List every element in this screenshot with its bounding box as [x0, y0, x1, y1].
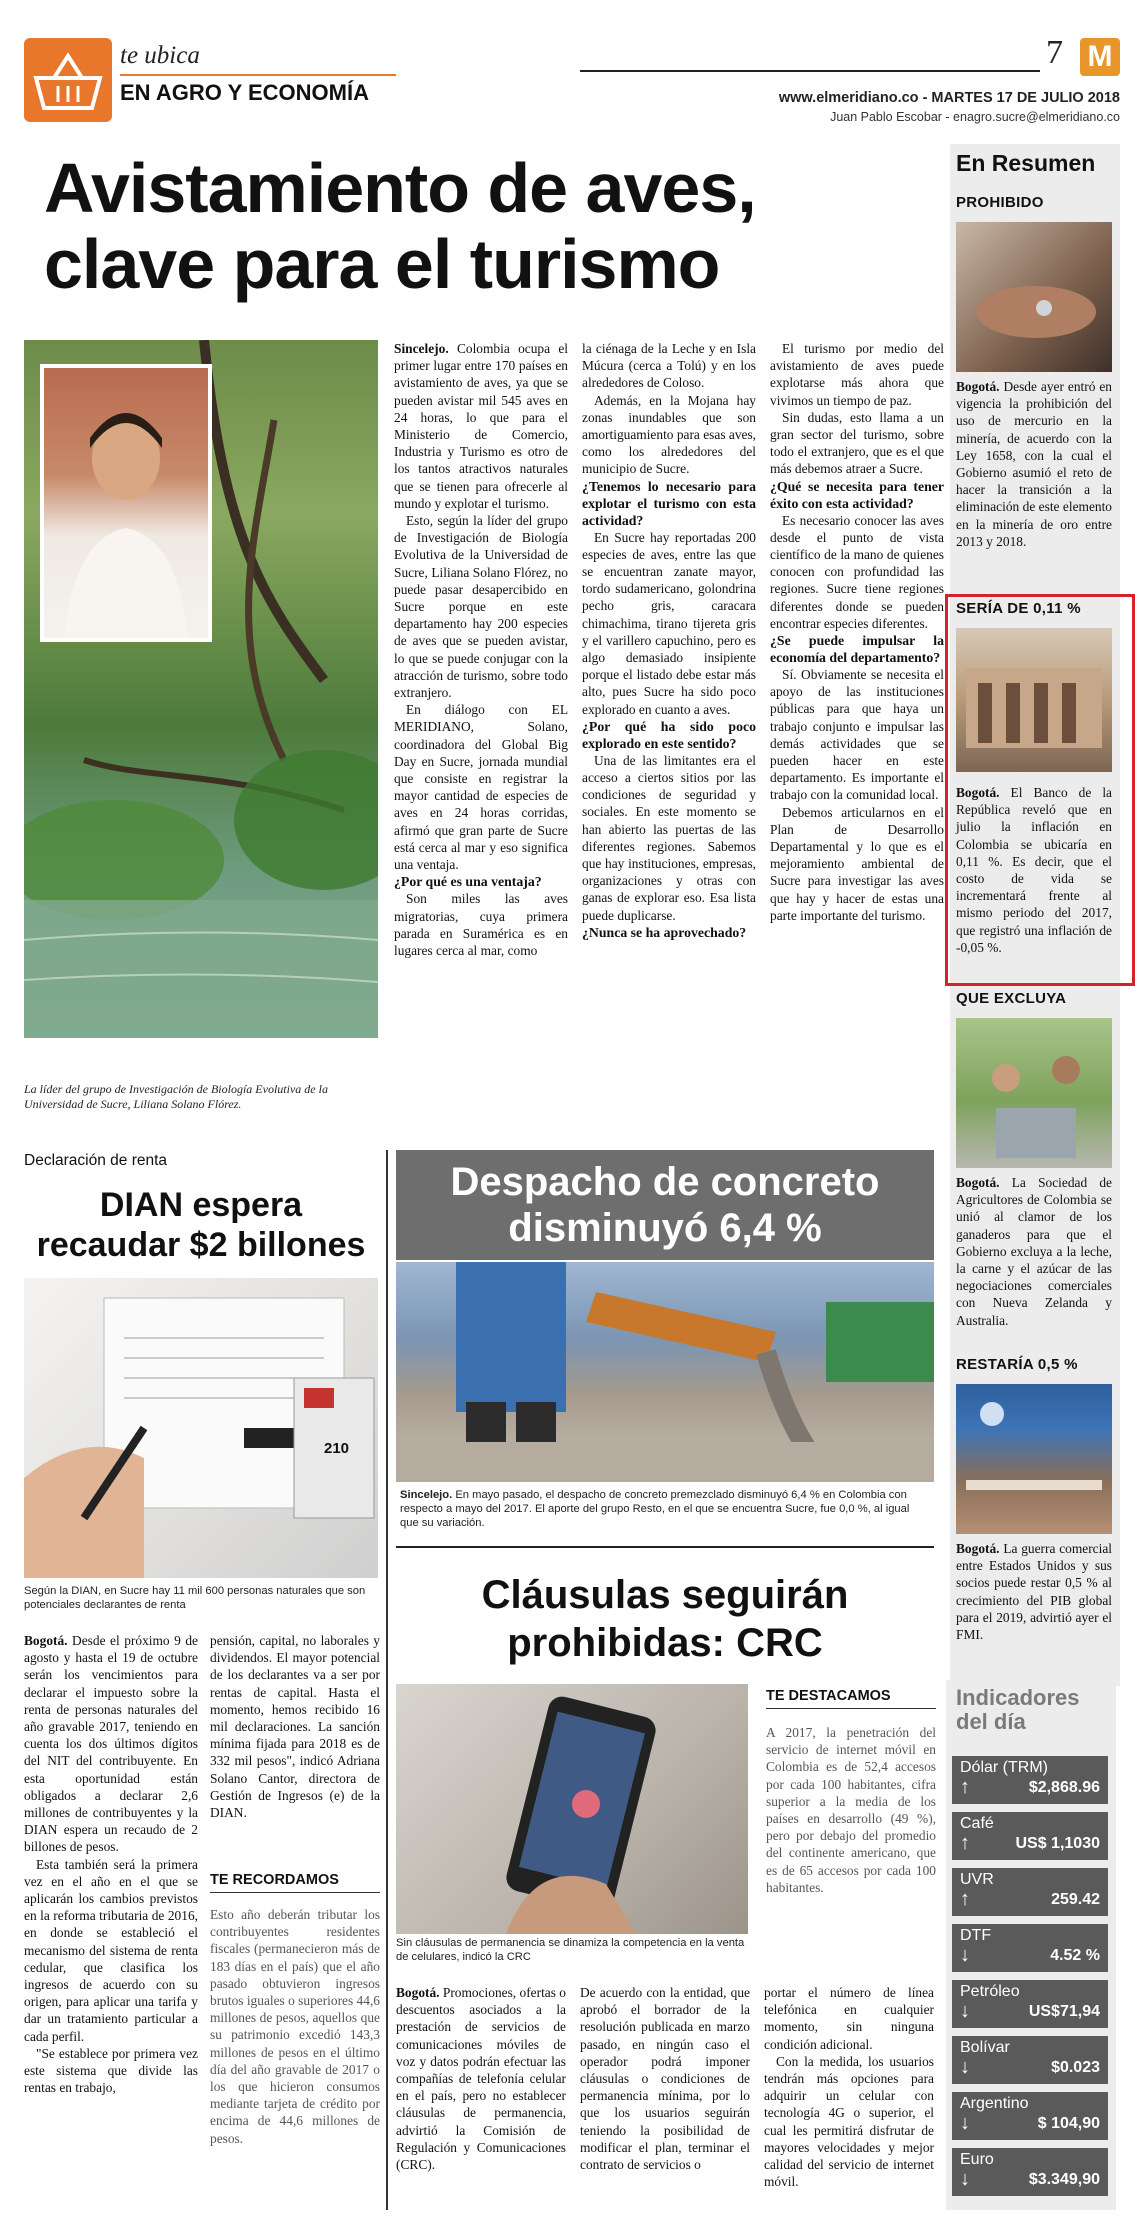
te-recordamos-rule [210, 1892, 380, 1893]
indicator-euro [952, 2148, 1108, 2196]
arrow-up-icon: ↑ [960, 1832, 970, 1854]
crc-photo-caption: Sin cláusulas de permanencia se dinamiza la competencia en la venta de celulares, indicó la CRC [396, 1937, 745, 1963]
te-recordamos-text: Esto año deberán tributar los contribuyentes residentes fiscales (permanecieron más de 183 días en el país) que el año pasado obtuvieron ingresos brutos iguales o superiores 44,6 millones de pesos, aquellos que su patrimonio excedió 143,3 millones de pesos en el último día del año gravable de 2017 o los que hicieron consumos mediante tarjeta de crédito por encima de 44,6 millones de pesos. [210, 1907, 380, 2146]
section-logo-icon [24, 38, 112, 122]
indicator-label: UVR [960, 1871, 994, 1888]
crc-paragraph: portar el número de línea telefónica en cualquier momento, sin ninguna condición adicional. [764, 1985, 934, 2052]
indicator-label: DTF [960, 1927, 992, 1944]
main-story-question: ¿Se puede impulsar la economía del departamento? [770, 633, 944, 666]
concreto-caption-text: En mayo pasado, el despacho de concreto premezclado disminuyó 6,4 % en Colombia con respecto a mayo del 2017. El aporte del grupo Resto, en el que se encuentra Sucre, fue 0,0 %, al igual que su variación. [400, 1489, 910, 1529]
crc-paragraph: Bogotá. Promociones, ofertas o descuentos asociados a la prestación de servicios de comunicaciones móviles de voz y datos podrán efectuar las compañías de telefonía celular en el país, pero no establecer cláusulas de permanencia, advirtió la Comisión de Regulación y Comunicaciones (CRC). [396, 1985, 566, 2173]
indicator-petr-leo [952, 1980, 1108, 2028]
section-kicker: te ubica [120, 42, 200, 69]
main-story-col-2 [582, 340, 756, 941]
site-date: www.elmeridiano.co - MARTES 17 DE JULIO 2018 [778, 90, 1120, 106]
main-story-col-3 [770, 340, 944, 924]
page-number: 7 [1046, 34, 1063, 71]
dian-paragraph: Esta también será la primera vez en el año en el que se aplicarán los cambios previstos en la reforma tributaria de 2016, en donde se estableció el mecanismo del sistema de renta cedular, que clasifica los ingresos de acuerdo con su origen, para aplicar una tarifa y dar un tratamiento particular a cada perfil. [24, 1856, 198, 2044]
form-number: 210 [324, 1440, 350, 1457]
arrow-down-icon: ↓ [960, 1944, 970, 1966]
main-story-question: ¿Por qué ha sido poco explorado en este sentido? [582, 718, 756, 751]
main-story-paragraph: Sin dudas, esto llama a un gran sector del turismo, sobre todo el extranjero, que es el que más debemos atraer a Sucre. [770, 409, 944, 477]
crc-col-3 [764, 1984, 934, 2190]
sidebar-item-3-paragraph: Bogotá. La Sociedad de Agricultores de Colombia se unió al clamor de los ganaderos para que el Gobierno excluya a la leche, la carne y el azúcar de las negociaciones comerciales con Nueva Zelanda y Australia. [956, 1175, 1112, 1328]
crc-paragraph: De acuerdo con la entidad, que aprobó el borrador de la resolución publicada en marzo pasado, en ningún caso el operador podrá imponer cláusulas o condiciones de permanencia mínima, por lo que los usuarios seguirán teniendo la posibilidad de modificar el plan, terminar el contrato de servicios o [580, 1985, 750, 2173]
dian-paragraph: "Se establece por primera vez este sistema que divide las rentas en trabajo, [24, 2045, 198, 2096]
main-story-question: ¿Tenemos lo necesario para explotar el turismo con esta actividad? [582, 478, 756, 528]
dian-paragraph: pensión, capital, no laborales y dividendos. El mayor potencial de los declarantes va a ser por rentas de capital. Hasta el momento, hemos recibido 16 mil declaraciones. La sanción mínima fijada para 2018 es de 332 mil pesos", indicó Adriana Solano Cantor, directora de Gestión de Ingresos (e) de la DIAN. [210, 1633, 380, 1821]
dian-col-1 [24, 1632, 198, 2096]
sidebar-item-1-label: PROHIBIDO [956, 194, 1044, 211]
sidebar-item-2-dateline: Bogotá. [956, 785, 1000, 800]
imf-meeting-photo [956, 1384, 1112, 1534]
smartphone-photo [396, 1684, 748, 1934]
concreto-headline-2: disminuyó 6,4 % [508, 1206, 822, 1250]
main-story-paragraph: Además, en la Mojana hay zonas inundables que son amortiguamiento para esas aves, como los alrededores del municipio de Sucre. [582, 392, 757, 477]
sidebar-item-4-dateline: Bogotá. [956, 1541, 1000, 1556]
crc-headline-1: Cláusulas seguirán [481, 1573, 849, 1617]
section-divider [120, 74, 396, 76]
crc-col-2 [580, 1984, 750, 2173]
main-story-question: ¿Nunca se ha aprovechado? [582, 924, 747, 940]
dian-divider-vertical [386, 1150, 388, 2210]
dian-photo-caption: Según la DIAN, en Sucre hay 11 mil 600 personas naturales que son potenciales declarantes de renta [24, 1585, 366, 1611]
indicator-uvr [952, 1868, 1108, 1916]
indicator-label: Euro [960, 2151, 994, 2168]
concreto-headline-1: Despacho de concreto [450, 1160, 880, 1204]
main-story-paragraph: Sincelejo. Colombia ocupa el primer lugar entre 170 países en avistamiento de aves, ya que se pueden avistar mil 545 aves en 24 horas, lo que para el Ministerio de Comercio, Industria y Turismo es otro de los tantos atractivos naturales que se tienen para ofrecerle al mundo y explotar el turismo. [394, 341, 568, 511]
te-destacamos-text: A 2017, la penetración del servicio de internet móvil en Colombia es de 52,4 accesos por cada 100 habitantes, cifra superior a la media de los países en desarrollo (49 %), pero por debajo del promedio del continente americano, que es de 65 accesos por cada 100 habitantes. [766, 1725, 936, 1895]
sidebar-item-4-paragraph: Bogotá. La guerra comercial entre Estados Unidos y sus socios puede restar 0,5 % al crecimiento del PIB global para el 2019, advirtió ayer el FMI. [956, 1541, 1112, 1643]
header-rule [580, 70, 1040, 72]
crc-col-1 [396, 1984, 566, 2173]
sidebar-item-2-text [956, 784, 1112, 956]
sidebar-item-1-text [956, 378, 1112, 550]
main-photo-caption: La líder del grupo de Investigación de Biología Evolutiva de la Universidad de Sucre, Liliana Solano Flórez. [24, 1082, 328, 1111]
indicator-label: Petróleo [960, 1983, 1020, 2000]
mercury-hand-photo [956, 222, 1112, 372]
indicator-value: $2,868.96 [1028, 1779, 1100, 1796]
concreto-bottom-rule [396, 1546, 934, 1548]
dian-headline-1: DIAN espera [99, 1186, 303, 1224]
main-story-dateline: Sincelejo. [394, 341, 449, 356]
main-story-paragraph: Es necesario conocer las aves desde el punto de vista científico de la mano de quienes conocen con profundidad las regiones. Sucre tiene regiones diferentes donde se pueden encontrar especies diferentes. [770, 512, 944, 631]
sidebar-item-3-label: QUE EXCLUYA [956, 990, 1067, 1007]
main-headline-line-1: Avistamiento de aves, [44, 149, 756, 227]
dian-headline-2: recaudar $2 billones [36, 1226, 366, 1264]
main-story-col-1 [394, 340, 568, 959]
indicator-value: $0.023 [1051, 2059, 1100, 2076]
central-bank-building-photo [956, 628, 1112, 772]
indicator-value: $3.349,90 [1028, 2171, 1100, 2188]
section-title: EN AGRO Y ECONOMÍA [120, 80, 369, 105]
main-story-paragraph: Son miles las aves migratorias, cuya primera parada en Suramérica es en lugares cerca al mar, como [394, 891, 568, 958]
te-destacamos-rule [766, 1708, 936, 1709]
sidebar-item-4-label: RESTARÍA 0,5 % [956, 1356, 1078, 1373]
indicators-title: Indicadores del día [956, 1685, 1080, 1734]
concreto-caption [400, 1488, 930, 1530]
main-story-paragraph: El turismo por medio del avistamiento de aves puede explotarse más ahora que vivimos un tiempo de paz. [770, 341, 944, 408]
concrete-pour-photo [396, 1262, 934, 1482]
te-recordamos-title: TE RECORDAMOS [210, 1872, 339, 1888]
dian-col-2 [210, 1632, 380, 1821]
indicator-label: Café [960, 1815, 994, 1832]
main-story-paragraph: Sí. Obviamente se necesita el apoyo de las instituciones públicas para que haya un trabajo conjunto e impulsar las demás actividades que se pueden hacer en este departamento. Es importante el trabajo con la comunidad local. [770, 667, 944, 803]
indicator-label: Dólar (TRM) [960, 1759, 1048, 1776]
indicator-argentino [952, 2092, 1108, 2140]
concreto-caption-lead: Sincelejo. [400, 1489, 453, 1501]
main-story-paragraph: Debemos articularnos en el Plan de Desarrollo Departamental y lo que es el mejoramiento ambiental de Sucre para investigar las aves que hay y hacer de estas una parte importante del turismo. [770, 804, 944, 923]
main-story-paragraph: En Sucre hay reportadas 200 especies de aves, entre las que se encuentran zanate mayor, tordo sudamericano, golondrina pecho gris, caracara chimachima, tirano tijereta gris y el varillero capuchino, pero es algo demasiado insipiente porque el listado debe estar más alto, pues Sucre ha sido poco explorado en cuanto a aves. [582, 529, 756, 717]
arrow-up-icon: ↑ [960, 1776, 970, 1798]
indicator-d-lar-trm [952, 1756, 1108, 1804]
indicator-value: $ 104,90 [1037, 2115, 1100, 2132]
sidebar-item-1-dateline: Bogotá. [956, 379, 1000, 394]
crc-headline-2: prohibidas: CRC [507, 1621, 823, 1665]
arrow-down-icon: ↓ [960, 2000, 970, 2022]
sidebar-item-3-dateline: Bogotá. [956, 1175, 1000, 1190]
sidebar-item-3-text [956, 1174, 1112, 1329]
sidebar-title: En Resumen [956, 150, 1096, 176]
main-story-paragraph: Esto, según la líder del grupo de Investigación de Biología Evolutiva de la Universidad de Sucre, Liliana Solano Flórez, no puede pasar desapercibido en Sucre porque en este departamento hay 200 especies de aves que se pueden avistar, lo que se puede conjugar con la atracción de turismo, sobre todo extranjero. [394, 513, 568, 701]
indicator-value: US$ 1,1030 [1015, 1835, 1100, 1852]
main-story-paragraph: la ciénaga de la Leche y en Isla Múcura (cerca a Tolú) y en los alrededores de Coloso. [582, 341, 756, 391]
arrow-up-icon: ↑ [960, 1888, 970, 1910]
brand-logo: M [1080, 38, 1120, 76]
main-story-paragraph: En diálogo con EL MERIDIANO, Solano, coordinadora del Global Big Day en Sucre, jornada mundial que consiste en registrar la mayor cantidad de especies de aves en 24 horas corridas, afirmó que gran parte de Sucre está cerca al mar y eso significa una ventaja. [394, 702, 568, 873]
sidebar-item-1-paragraph: Bogotá. Desde ayer entró en vigencia la prohibición del uso de mercurio en la minería, de acuerdo con la Ley 1658, con la cual el Gobierno asumió el reto de hacer la transición a la eliminación de este elemento en la minería de oro entre 2013 y 2018. [956, 379, 1112, 549]
indicator-label: Argentino [960, 2095, 1029, 2112]
main-story-paragraph: Una de las limitantes era el acceso a ciertos sitios por las condiciones de seguridad y sociales. En este momento se han abierto las puertas de las diferentes regiones. Sabemos que hay instituciones, empresas, organizaciones y otras con ganas de explorar eso. Esa lista puede duplicarse. [582, 752, 756, 923]
main-story-question: ¿Por qué es una ventaja? [394, 874, 542, 890]
author-line: Juan Pablo Escobar - enagro.sucre@elmeridiano.co [830, 110, 1120, 124]
indicator-value: 259.42 [1051, 1891, 1100, 1908]
arrow-down-icon: ↓ [960, 2168, 970, 2190]
sidebar-item-2-label: SERÍA DE 0,11 % [956, 600, 1081, 617]
crc-paragraph: Con la medida, los usuarios tendrán más opciones para adquirir un celular con tecnología 4G o superior, el cual les permitirá disfrutar de mayores velocidades y mejor calidad del servicio de internet móvil. [764, 2053, 934, 2190]
indicator-caf [952, 1812, 1108, 1860]
indicator-bol-var [952, 2036, 1108, 2084]
crc-dateline: Bogotá. [396, 1985, 440, 2000]
indicator-value: US$71,94 [1028, 2003, 1100, 2020]
sidebar-item-4-text [956, 1540, 1112, 1643]
indicator-label: Bolívar [960, 2039, 1010, 2056]
main-story-question: ¿Qué se necesita para tener éxito con esta actividad? [770, 478, 944, 511]
dian-paragraph: Bogotá. Desde el próximo 9 de agosto y hasta el 19 de octubre serán los vencimientos para declarar el impuesto sobre la renta de personas naturales del año gravable 2017, teniendo en cuenta los dos últimos dígitos del NIT del contribuyente. En esta oportunidad están obligados a declarar 2,6 millones de contribuyentes y la DIAN espera un recaudo de 2 billones de pesos. [24, 1633, 198, 1855]
farmers-milk-photo [956, 1018, 1112, 1168]
dian-kicker: Declaración de renta [24, 1152, 168, 1169]
main-headline-line-2: clave para el turismo [44, 225, 720, 303]
arrow-down-icon: ↓ [960, 2112, 970, 2134]
portrait-photo [40, 364, 212, 642]
indicator-value: 4.52 % [1050, 1947, 1100, 1964]
arrow-down-icon: ↓ [960, 2056, 970, 2078]
indicator-dtf [952, 1924, 1108, 1972]
te-destacamos-title: TE DESTACAMOS [766, 1688, 891, 1704]
tax-form-photo [24, 1278, 378, 1578]
dian-dateline: Bogotá. [24, 1633, 68, 1648]
sidebar-item-2-paragraph: Bogotá. El Banco de la República reveló que en julio la inflación en Colombia se ubicaría en 0,11 %. Es decir, que el costo de vida se incrementará frente al mismo periodo del 2017, que registró una inflación de -0,05 %. [956, 785, 1112, 955]
